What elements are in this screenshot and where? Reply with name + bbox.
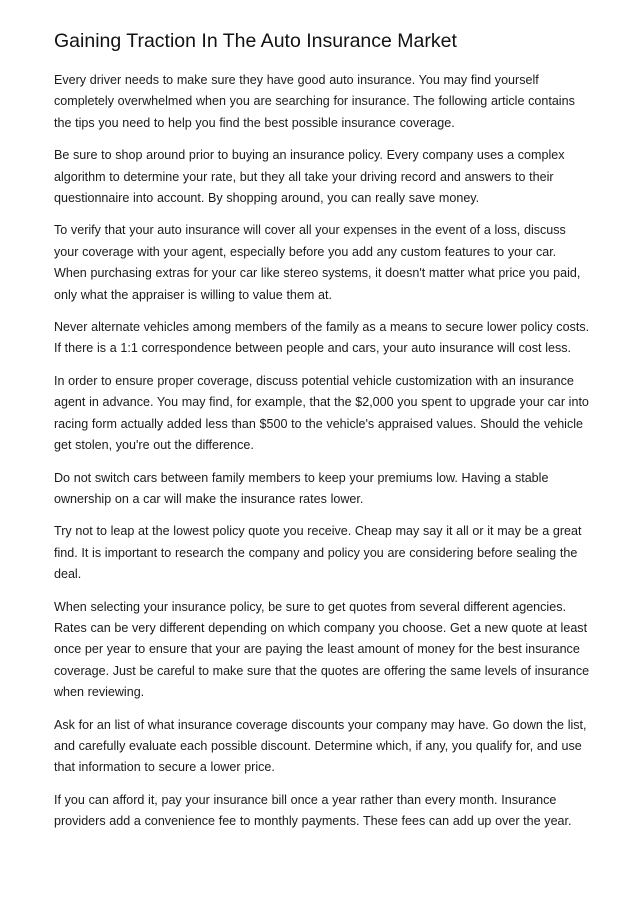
paragraph-6: Do not switch cars between family members to keep your premiums low. Having a stable ownership on a car will make the insurance rates lower. bbox=[54, 470, 549, 506]
document-page bbox=[54, 28, 590, 844]
paragraph-8: When selecting your insurance policy, be sure to get quotes from several different agencies. Rates can be very different depending on which company you choose. Get a new quote at least once per year to ensure that your are paying the least amount of money for the best insurance coverage. Just be careful to make sure that the quotes are offering the same levels of insurance when reviewing. bbox=[54, 599, 590, 700]
paragraph-3: To verify that your auto insurance will cover all your expenses in the event of a loss, discuss your coverage with your agent, especially before you add any custom features to your car. When purchasing extras for your car like stereo systems, it doesn't matter what price you paid, only what the appraiser is willing to value them at. bbox=[54, 223, 581, 302]
paragraph-5: In order to ensure proper coverage, discuss potential vehicle customization with an insurance agent in advance. You may find, for example, that the $2,000 you spent to upgrade your car into racing form actually added less than $500 to the vehicle's appraised values. Should the vehicle get stolen, you're out the difference. bbox=[54, 373, 589, 453]
paragraph-4: Never alternate vehicles among members of the family as a means to secure lower policy costs. If there is a 1:1 correspondence between people and cars, your auto insurance will cost less. bbox=[54, 320, 590, 356]
paragraph-7: Try not to leap at the lowest policy quote you receive. Cheap may say it all or it may be a great find. It is important to research the company and policy you are considering before sealing the deal. bbox=[54, 524, 582, 582]
document-title: Gaining Traction In The Auto Insurance Market bbox=[54, 30, 457, 52]
paragraph-9: Ask for an list of what insurance coverage discounts your company may have. Go down the list, and carefully evaluate each possible discount. Determine which, if any, you qualify for, and use that information to secure a lower price. bbox=[54, 717, 587, 775]
paragraph-10: If you can afford it, pay your insurance bill once a year rather than every month. Insurance providers add a convenience fee to monthly payments. These fees can add up over the year. bbox=[54, 792, 572, 829]
paragraph-2: Be sure to shop around prior to buying an insurance policy. Every company uses a complex algorithm to determine your rate, but they all take your driving record and answers to their questionnaire into account. By shopping around, you can really save money. bbox=[54, 148, 565, 206]
paragraph-1: Every driver needs to make sure they have good auto insurance. You may find yourself completely overwhelmed when you are searching for insurance. The following article contains the tips you need to help you find the best possible insurance coverage. bbox=[54, 73, 575, 130]
